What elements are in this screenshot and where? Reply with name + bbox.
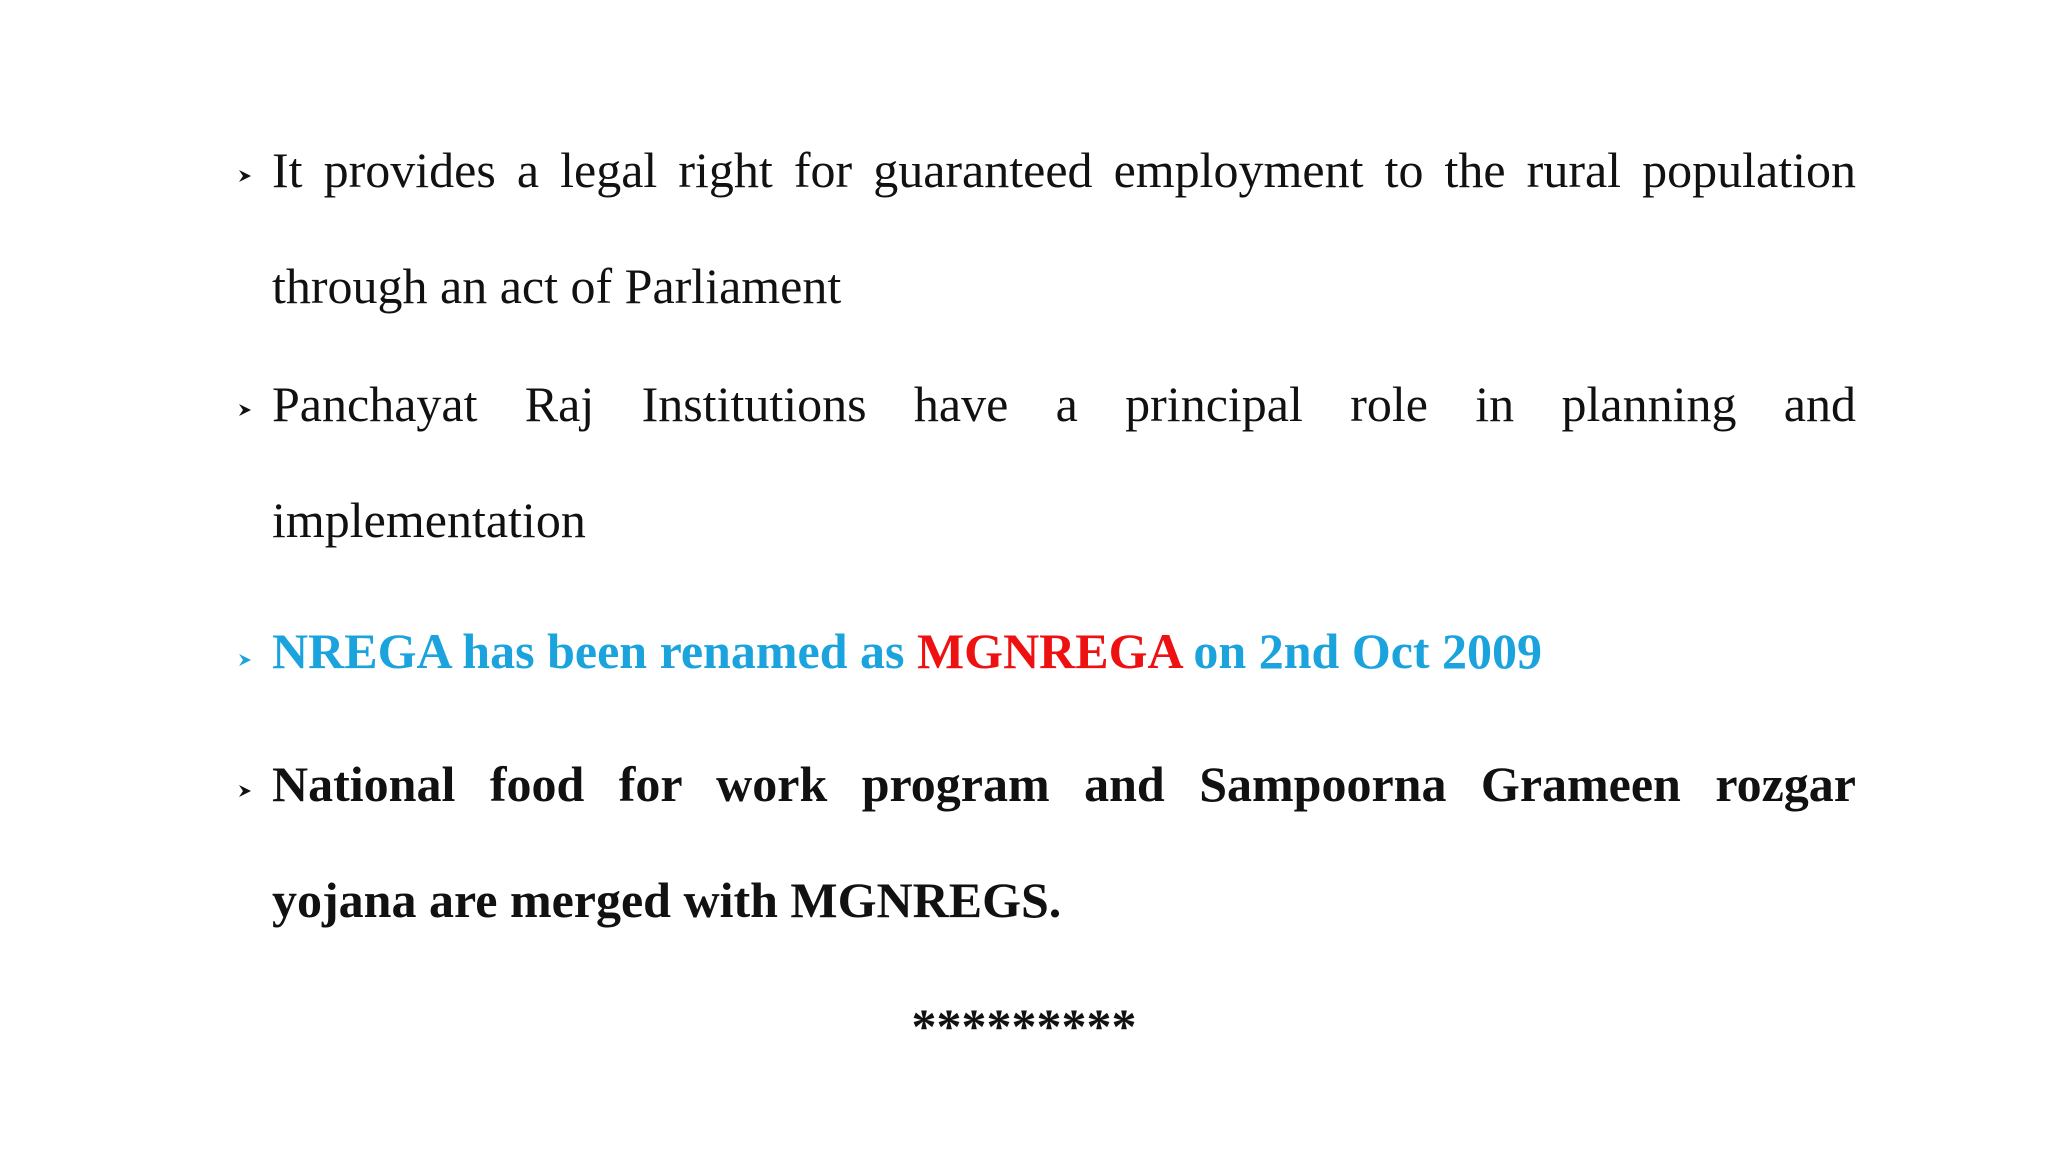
bullet-3-highlight: MGNREGA [916,623,1181,679]
bullet-4-line-2: yojana are merged with MGNREGS. [272,872,1062,928]
separator-stars: ********* [911,998,1137,1054]
arrowhead-bullet-icon [234,780,256,802]
bullet-3-part-1: NREGA has been renamed as [272,623,905,679]
bullet-2-line-2: implementation [272,492,586,548]
bullet-4-line-1: National food for work program and Sampoorna Grameen rozgar [272,756,1856,812]
arrowhead-bullet-icon [234,649,256,671]
arrowhead-bullet-icon [234,399,256,421]
arrowhead-bullet-icon [234,165,256,187]
bullet-2-line-1: Panchayat Raj Institutions have a principal role in planning and [272,376,1856,432]
bullet-3-text [272,621,1856,681]
bullet-1-line-1: It provides a legal right for guaranteed employment to the rural population [272,142,1856,198]
bullet-1-line-2: through an act of Parliament [272,258,842,314]
bullet-3-part-3: on 2nd Oct 2009 [1193,623,1543,679]
